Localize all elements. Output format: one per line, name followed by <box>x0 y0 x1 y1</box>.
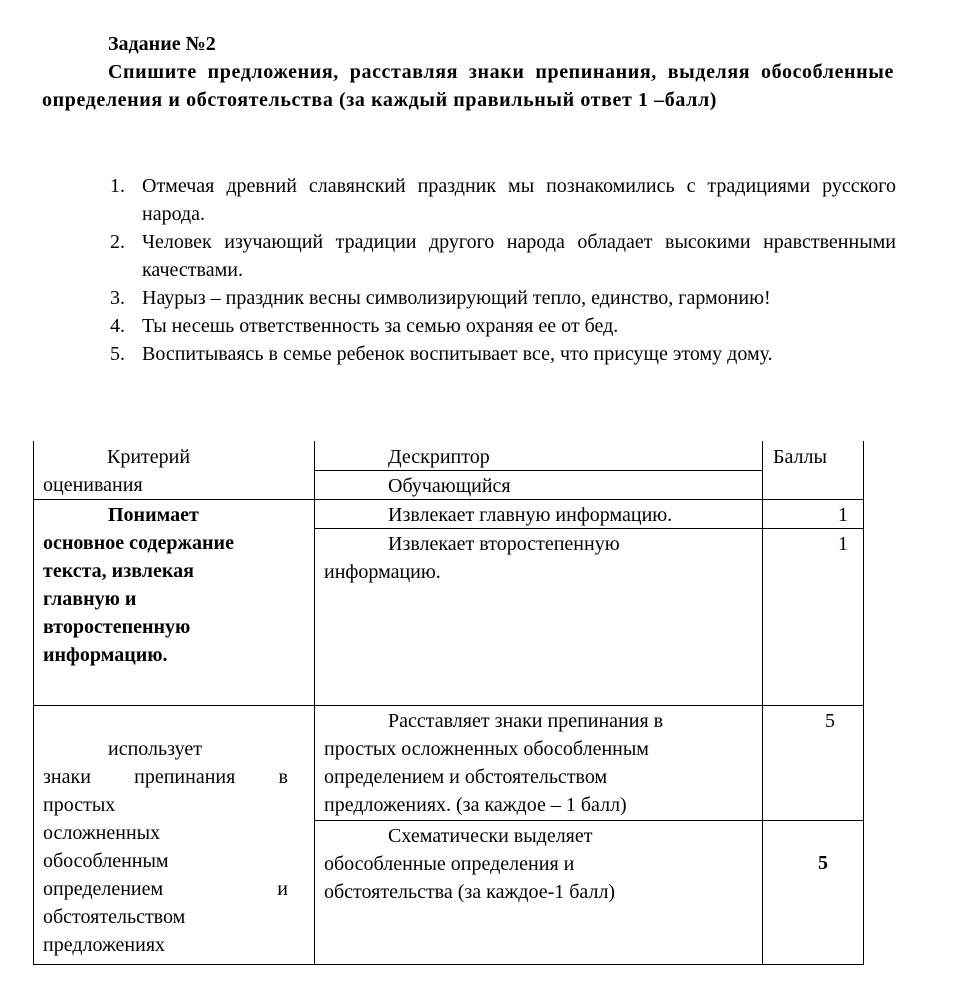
criterion-cell <box>43 501 305 669</box>
criterion-line: осложненных <box>43 822 161 844</box>
table-border-right <box>863 441 864 965</box>
task-title: Задание №2 <box>108 33 216 55</box>
points-value: 5 <box>818 852 828 874</box>
descriptor-line: Расставляет знаки препинания в <box>388 710 664 732</box>
header-criterion <box>43 443 305 499</box>
list-number: 3. <box>110 287 125 309</box>
points-value: 5 <box>825 710 835 732</box>
list-item <box>106 312 896 340</box>
sentence-text: Воспитываясь в семье ребенок воспитывает все, что присуще этому дому. <box>142 343 773 365</box>
header-criterion-line: оценивания <box>43 474 143 496</box>
criterion-line: Понимает <box>108 504 199 526</box>
table-divider-col1 <box>314 441 315 965</box>
criterion-line: второстепенную <box>43 616 191 638</box>
list-item <box>106 228 896 284</box>
criterion-line: текста, извлекая <box>43 560 194 582</box>
criterion-line: определением и <box>43 878 288 900</box>
table-divider-col2 <box>762 441 763 965</box>
descriptor-text: Извлекает главную информацию. <box>388 504 673 526</box>
table-rule <box>314 820 864 821</box>
list-number: 2. <box>110 231 125 253</box>
list-item <box>106 284 896 312</box>
list-number: 4. <box>110 315 125 337</box>
descriptor-line: предложениях. (за каждое – 1 балл) <box>324 794 627 816</box>
descriptor-cell <box>324 707 754 819</box>
descriptor-cell <box>324 530 754 586</box>
table-rule <box>314 470 762 471</box>
sentence-text: Отмечая древний славянский праздник мы познакомились с традициями русского народа. <box>142 175 896 225</box>
criterion-line: знаки препинания в <box>43 766 288 788</box>
criterion-line: обособленным <box>43 850 169 872</box>
criterion-line: использует <box>108 738 202 760</box>
criterion-line: предложениях <box>43 934 166 956</box>
header-descriptor: Дескриптор <box>388 446 490 468</box>
points-value: 1 <box>838 504 848 526</box>
descriptor-line: определением и обстоятельством <box>324 766 608 788</box>
list-number: 1. <box>110 175 125 197</box>
list-number: 5. <box>110 343 125 365</box>
descriptor-line: Извлекает второстепенную <box>388 533 620 555</box>
criterion-cell <box>43 735 288 959</box>
header-points: Баллы <box>773 446 827 468</box>
criterion-line: простых <box>43 794 116 816</box>
descriptor-line: информацию. <box>324 561 441 583</box>
list-item <box>106 172 896 228</box>
descriptor-line: обособленные определения и <box>324 853 575 875</box>
sentence-text: Человек изучающий традиции другого народа обладает высокими нравственными качествами. <box>142 231 896 281</box>
list-item <box>106 340 896 368</box>
header-learner: Обучающийся <box>388 475 511 497</box>
criterion-line: основное содержание <box>43 532 234 554</box>
sentence-text: Наурыз – праздник весны символизирующий тепло, единство, гармонию! <box>142 287 771 309</box>
sentence-text: Ты несешь ответственность за семью охраняя ее от бед. <box>142 315 619 337</box>
table-border-left <box>33 441 34 965</box>
descriptor-cell <box>324 822 754 906</box>
descriptor-line: обстоятельства (за каждое-1 балл) <box>324 881 616 903</box>
table-rule <box>33 705 864 706</box>
criterion-line: главную и <box>43 588 137 610</box>
header-criterion-line: Критерий <box>107 446 191 468</box>
descriptor-line: простых осложненных обособленным <box>324 738 649 760</box>
criterion-line: обстоятельством <box>43 906 186 928</box>
descriptor-line: Схематически выделяет <box>388 825 593 847</box>
sentence-list <box>106 172 896 368</box>
table-border-bottom <box>33 964 864 965</box>
points-value: 1 <box>838 533 848 555</box>
criterion-line: информацию. <box>43 644 168 666</box>
task-instruction: Спишите предложения, расставляя знаки препинания, выделяя обособленные определения и обстоятельства (за каждый правильный ответ 1 –балл) <box>42 61 894 111</box>
